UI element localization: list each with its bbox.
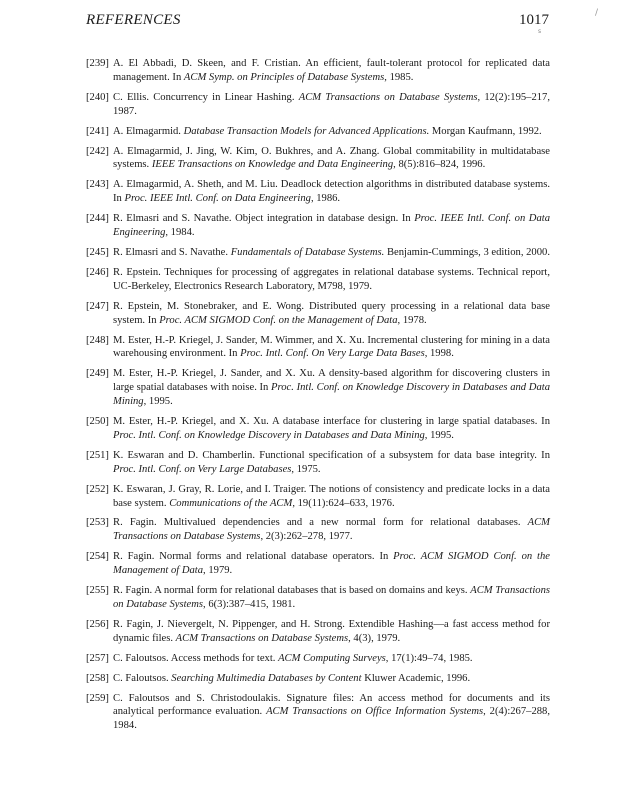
reference-text: , 1978. (397, 314, 427, 326)
reference-entry (86, 266, 550, 294)
reference-number: [240] (86, 91, 109, 103)
reference-venue: Searching Multimedia Databases by Content (171, 672, 362, 684)
reference-venue: Proc. Intl. Conf. on Knowledge Discovery in Databases and Data Mining (113, 382, 550, 408)
reference-text: , 1995. (143, 396, 173, 408)
reference-entry (86, 91, 550, 119)
reference-list (86, 57, 550, 739)
reference-venue: Proc. ACM SIGMOD Conf. on the Management of Data (113, 551, 550, 577)
reference-entry (86, 652, 550, 666)
reference-number: [241] (86, 125, 109, 137)
reference-text: , 4(3), 1979. (348, 632, 401, 644)
reference-text: C. Faloutsos. Access methods for text. (113, 652, 279, 664)
reference-text: , 8(5):816–824, 1996. (393, 159, 486, 171)
running-title: REFERENCES (86, 12, 181, 28)
reference-text: A. Elmagarmid. (113, 125, 184, 137)
reference-text: , 1984. (165, 227, 195, 239)
reference-text: R. Epstein. Techniques for processing of aggregates in relational database systems. Technical report, UC-Berkeley, Electronics Research Laboratory, M798, 1979. (113, 266, 550, 292)
reference-text: , 12(2):195–217, 1987. (113, 91, 550, 117)
reference-entry (86, 57, 550, 85)
reference-venue: IEEE Transactions on Knowledge and Data Engineering (151, 159, 394, 171)
reference-text: , 2(3):262–278, 1977. (260, 531, 353, 543)
reference-text: Benjamin-Cummings, 3 edition, 2000. (384, 246, 550, 258)
reference-number: [243] (86, 179, 109, 191)
reference-text: M. Ester, H.-P. Kriegel, J. Sander, and X. Xu. A density-based algorithm for discovering clusters in large spatial databases with noise. In (113, 368, 550, 394)
reference-entry (86, 516, 550, 544)
reference-entry (86, 178, 550, 206)
reference-number: [252] (86, 483, 109, 495)
reference-venue: ACM Transactions on Office Information Systems (266, 706, 484, 718)
reference-venue: ACM Computing Surveys (278, 652, 386, 664)
reference-venue: Proc. ACM SIGMOD Conf. on the Management of Data (159, 314, 398, 326)
reference-number: [259] (86, 692, 109, 704)
reference-number: [247] (86, 300, 109, 312)
reference-text: , 2(4):267–288, 1984. (113, 706, 550, 732)
reference-text: R. Elmasri and S. Navathe. Object integration in database design. In (113, 213, 415, 225)
reference-text: Morgan Kaufmann, 1992. (429, 125, 542, 137)
reference-number: [254] (86, 551, 109, 563)
reference-text: , 6(3):387–415, 1981. (203, 599, 296, 610)
reference-text: , 1995. (424, 429, 454, 441)
reference-venue: ACM Transactions on Database Systems (175, 632, 349, 644)
reference-entry (86, 449, 550, 477)
reference-entry (86, 145, 550, 173)
reference-number: [258] (86, 672, 109, 684)
reference-entry (86, 584, 550, 612)
reference-text: K. Eswaran, J. Gray, R. Lorie, and I. Traiger. The notions of consistency and predicate locks in a data base system. (113, 483, 550, 509)
reference-number: [253] (86, 517, 109, 529)
reference-entry (86, 550, 550, 578)
reference-text: , 1985. (384, 71, 414, 83)
reference-venue: Proc. IEEE Intl. Conf. on Data Engineering (124, 193, 311, 205)
reference-number: [248] (86, 334, 109, 346)
reference-text: R. Fagin. Multivalued dependencies and a new normal form for relational databases. (113, 517, 528, 529)
reference-text: M. Ester, H.-P. Kriegel, and X. Xu. A database interface for clustering in large spatial databases. In (113, 416, 550, 428)
reference-venue: Database Transaction Models for Advanced Applications. (183, 125, 430, 137)
reference-text: C. Ellis. Concurrency in Linear Hashing. (113, 91, 299, 103)
reference-number: [257] (86, 652, 109, 664)
reference-number: [244] (86, 213, 109, 225)
reference-text: C. Faloutsos and S. Christodoulakis. Signature files: An access method for documents and its analytical performance evaluation. (113, 692, 550, 718)
reference-venue: Proc. Intl. Conf. on Knowledge Discovery in Databases and Data Mining (113, 429, 425, 441)
reference-entry (86, 300, 550, 328)
reference-number: [242] (86, 145, 109, 157)
reference-text: C. Faloutsos. (113, 672, 172, 684)
reference-venue: Communications of the ACM (169, 497, 293, 509)
reference-entry (86, 212, 550, 240)
reference-number: [251] (86, 449, 109, 461)
reference-venue: ACM Transactions on Database Systems (113, 517, 550, 543)
reference-text: , 1986. (310, 193, 341, 205)
reference-text: A. Elmagarmid, A. Sheth, and M. Liu. Deadlock detection algorithms in distributed database systems. In (113, 179, 550, 205)
reference-text: R. Fagin. Normal forms and relational database operators. In (113, 551, 394, 563)
reference-text: , 1975. (291, 463, 321, 475)
reference-venue: Proc. Intl. Conf. on Very Large Databases (113, 463, 292, 475)
reference-number: [246] (86, 266, 109, 278)
reference-text: , 1979. (203, 565, 233, 577)
reference-venue: ACM Transactions on Database Systems (113, 585, 550, 610)
reference-venue: ACM Transactions on Database Systems (298, 91, 478, 103)
reference-number: [255] (86, 585, 109, 597)
tiny-mark: s (538, 28, 542, 35)
reference-text: K. Eswaran and D. Chamberlin. Functional specification of a subsystem for data base integrity. In (113, 449, 550, 461)
reference-venue: ACM Symp. on Principles of Database Systems (183, 71, 385, 83)
reference-text: Kluwer Academic, 1996. (361, 672, 471, 684)
reference-text: , 1998. (424, 348, 454, 360)
reference-text: R. Epstein, M. Stonebraker, and E. Wong. Distributed query processing in a relational data base system. In (113, 300, 550, 326)
corner-mark: / (595, 8, 599, 18)
reference-entry (86, 125, 550, 139)
reference-number: [245] (86, 246, 109, 258)
reference-venue: Fundamentals of Database Systems. (230, 246, 385, 258)
reference-number: [249] (86, 368, 109, 380)
reference-venue: Proc. IEEE Intl. Conf. on Data Engineering (113, 213, 550, 239)
reference-text: A. El Abbadi, D. Skeen, and F. Cristian. An efficient, fault-tolerant protocol for replicated data management. In (113, 58, 550, 83)
reference-entry (86, 246, 550, 260)
reference-number: [239] (86, 58, 109, 69)
reference-text: A. Elmagarmid, J. Jing, W. Kim, O. Bukhres, and A. Zhang. Global commitability in multidatabase systems. (113, 145, 550, 171)
reference-text: M. Ester, H.-P. Kriegel, J. Sander, M. Wimmer, and X. Xu. Incremental clustering for mining in a data warehousing environment. In (113, 334, 550, 360)
reference-text: R. Elmasri and S. Navathe. (113, 246, 231, 258)
page-number: 1017 (519, 12, 549, 28)
reference-entry (86, 483, 550, 511)
reference-venue: Proc. Intl. Conf. On Very Large Data Bases (240, 348, 425, 360)
reference-entry (86, 367, 550, 409)
reference-entry (86, 334, 550, 362)
reference-text: R. Fagin, J. Nievergelt, N. Pippenger, and H. Strong. Extendible Hashing—a fast access method for dynamic files. (113, 618, 550, 644)
reference-text: , 17(1):49–74, 1985. (385, 652, 473, 664)
reference-entry (86, 672, 550, 686)
reference-number: [250] (86, 416, 109, 428)
reference-text: , 19(11):624–633, 1976. (292, 497, 395, 509)
reference-entry (86, 415, 550, 443)
reference-number: [256] (86, 618, 109, 630)
reference-text: R. Fagin. A normal form for relational databases that is based on domains and keys. (113, 585, 471, 597)
reference-entry (86, 692, 550, 734)
reference-entry (86, 618, 550, 646)
